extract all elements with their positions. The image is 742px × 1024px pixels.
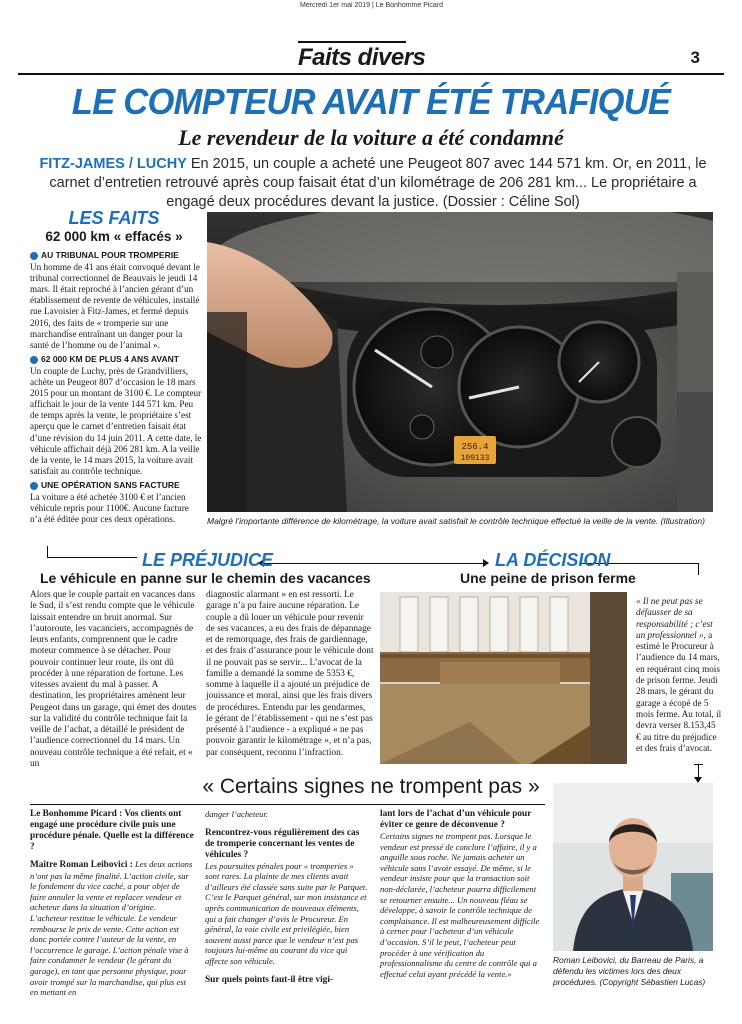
connector-line: [47, 557, 137, 558]
connector-line: [262, 563, 487, 564]
dateline: Mercredi 1er mai 2019 | Le Bonhomme Picard: [300, 2, 444, 9]
subheadline: Le revendeur de la voiture a été condamné: [178, 125, 564, 150]
dashboard-photo: [207, 212, 713, 512]
question-2: Rencontrez-vous régulièrement des cas de tromperie concernant les ventes de véhicules ?: [205, 827, 360, 860]
faits-sub2: 62 000 KM DE PLUS 4 ANS AVANT: [30, 354, 202, 365]
connector-line: [694, 764, 703, 765]
interview-rule: [30, 804, 545, 805]
connector-tick: [698, 563, 699, 575]
interview-title: « Certains signes ne trompent pas »: [202, 775, 540, 798]
question-3-end: lant lors de l’achat d’un véhicule pour éviter ce genre de déconvenue ?: [380, 809, 532, 830]
page-number: 3: [690, 48, 700, 67]
faits-deck: 62 000 km « effacés »: [45, 229, 183, 244]
portrait-illustration: [553, 783, 713, 951]
interview-col2: [205, 809, 370, 986]
decision-deck: Une peine de prison ferme: [460, 570, 636, 586]
arrow-right-icon: [483, 559, 489, 567]
interview-col3: [380, 809, 545, 979]
answer-1: Les deux actions n’ont pas la même finalité. L’action civile, sur le fondement du vice caché, a pour objet de faire annuler la vente et replacer vendeur et acheteur dans la situation d’origine. L’acheteur restitue le véhicule. Le vendeur rembourse le prix de vente. Cette action est donc portée contre l’auteur de la vente, en l’occurrence le garage. L’action pénale vise à faire condamner le vendeur (le gérant du garage), en tant que personne physique, pour avoir trompé sur la marchandise, qui plus est en mettant en: [30, 859, 193, 998]
faits-block: [28, 208, 200, 245]
decision-body: a estimé le Procureur à l’audience du 14 mars, en requérant cinq mois de prison ferme. Jeudi 28 mars, le gérant du garage a écopé de 5 mois ferme. Au total, il devra verser 8.153,45 € au titre du préjudice et des frais d’avocat.: [636, 629, 722, 753]
faits-p2: Un couple de Luchy, près de Grandvilliers, achète un Peugeot 807 d’occasion le 18 mars 2015 pour un montant de 3100 €. Le compteur affichait le jour de la vente 144 571 km. Peu de temps après la vente, le propriétaire s’est aperçu que le carnet d’entretien faisait état d’une révision du 14 juin 2011. A cette date, le véhicule affichait déjà 206 281 km. A la veille de la vente, le 14 mars 2015, la voiture avait satisfait au contrôle technique.: [30, 365, 202, 476]
location: FITZ-JAMES / LUCHY: [39, 156, 187, 172]
faits-text: [30, 247, 202, 525]
bullet-icon: [30, 252, 38, 260]
faits-sub3: UNE OPÉRATION SANS FACTURE: [30, 480, 202, 491]
bullet-icon: [30, 482, 38, 490]
prejudice-deck: Le véhicule en panne sur le chemin des vacances: [40, 570, 371, 586]
bullet-icon: [30, 356, 38, 364]
answer-2: Les poursuites pénales pour « tromperies » sont rares. La plainte de mes clients avait d’ailleurs été classée sans suite par le Parquet. C’est le Parquet général, sur mon insistance et après communication de nouveaux éléments, qui a fait changer d’avis le Procureur. En général, la voie civile est privilégiée, bien souvent aussi parce que le vendeur n’est pas toujours lui-même au courant du vice qui affecte son véhicule.: [205, 860, 368, 966]
odometer-readout: 256.4: [461, 442, 489, 452]
prejudice-col1: Alors que le couple partait en vacances dans le Sud, il s’est rendu compte que le véhicule laissait entendre un bruit anormal. Sur l’autoroute, les vacanciers, accompagnés de leurs enfants, comprennent que le cadre moteur commence à se détacher. Pour pouvoir continuer leur route, ils ont dû procéder à une réparation de fortune. Les vitesses avaient du mal à passer. A destination, les propriétaires amènent leur Peugeot dans un garage, qui émet des doutes sur la validité du contrôle technique fait la veille de l’achat, a détaillé le président de l’audience correctionnel du 14 mars. Un nouveau contrôle technique a été refait, et « un: [30, 590, 197, 769]
portrait-caption: Roman Leibovici, du Barreau de Paris, a défendu les victimes lors des deux procédures. (Copyright Sébastien Lucas): [553, 955, 706, 987]
answer-1-lead: Maître Roman Leibovici :: [30, 860, 133, 870]
decision-kicker: LA DÉCISION: [495, 550, 611, 570]
dashboard-illustration: [207, 212, 713, 512]
portrait-photo: [553, 783, 713, 951]
answer-1-end: danger l’acheteur.: [205, 809, 269, 819]
section-title: Faits divers: [298, 44, 426, 71]
main-photo-caption: Malgré l’importante différence de kilométrage, la voiture avait satisfait le contrôle technique effectué la veille de la vente. (Illustration): [207, 516, 705, 526]
prejudice-kicker: LE PRÉJUDICE: [142, 550, 274, 570]
decision-text: [636, 596, 722, 754]
courtroom-photo: [380, 592, 627, 764]
question-1: Le Bonhomme Picard : Vos clients ont engagé une procédure civile puis une procédure pénale. Quelle est la différence ?: [30, 809, 194, 852]
trip-readout: 109133: [460, 454, 490, 463]
decision-quote: « Il ne peut pas se défausser de sa responsabilité ; c’est un professionnel »,: [636, 596, 713, 640]
question-3-start: Sur quels points faut-il être vigi-: [205, 974, 334, 985]
interview-col1: [30, 809, 195, 998]
answer-3: Certains signes ne trompent pas. Lorsque le vendeur est pressé de conclure l’affaire, il y a anguille sous roche. Ne jamais acheter un véhicule sans l’avoir essayé. De même, si le vendeur insiste pour que la transaction soit non-déclarée, l’acheteur pourra difficilement se retourner ensuite... Un nouveau fléau se développe, à savoir le contrôle technique de complaisance. Il est malheureusement difficile à cerner pour l’acheteur d’un véhicule d’occasion. S’il le peut, l’acheteur peut procéder à une vérification du professionnalisme du centre de contrôle qui a effectué celui ayant précédé la vente.»: [380, 831, 540, 979]
top-rule: [18, 73, 724, 75]
courtroom-illustration: [380, 592, 627, 764]
headline: LE COMPTEUR AVAIT ÉTÉ TRAFIQUÉ: [71, 81, 671, 122]
header-rule: [298, 41, 406, 43]
prejudice-col2: diagnostic alarmant » en est ressorti. Le garage n’a pu faire aucune réparation. Le couple a dû louer un véhicule pour revenir de ses vacances, a eu des frais de dépannage et de remorquage, des frais de gardiennage, et des frais d’assurance pour le véhicule dont il ne pouvait pas se servir... L’avocat de la famille a demandé la somme de 5353 €, somme à laquelle il a ajouté un préjudice de jouissance et moral, ainsi que les frais divers de procédures. Entendu par les gendarmes, le gérant de l’établissement - qui ne s’est pas présenté à l’audience - a expliqué « ne pas pouvoir garantir le kilométrage », et n’a pas, par conséquent, reconnu l’infraction.: [206, 590, 374, 758]
faits-sub1: AU TRIBUNAL POUR TROMPERIE: [30, 250, 202, 261]
faits-kicker: LES FAITS: [68, 208, 160, 228]
faits-p1: Un homme de 41 ans était convoqué devant le tribunal correctionnel de Beauvais le jeudi 14 mars. Il était reproché à l’ancien gérant d’un établissement de revente de véhicules, installé rue Lavoisier à Fitz-James, et fermé depuis 2016, des faits de « tromperie sur une marchandise entraînant un danger pour la santé de l’homme ou de l’animal ».: [30, 262, 200, 350]
faits-p3: La voiture a été achetée 3100 € et l’ancien véhicule repris pour 1100€. Aucune facture n’a été éditée pour ces deux opérations.: [30, 491, 189, 525]
chapeau: FITZ-JAMES / LUCHY En 2015, un couple a acheté une Peugeot 807 avec 144 571 km. Or, en 2011, le carnet d’entretien retrouvé après coup faisait état d’un kilométrage de 206 281 km... Le propriétaire a engagé deux procédures devant la justice. (Dossier : Céline Sol): [39, 156, 707, 210]
